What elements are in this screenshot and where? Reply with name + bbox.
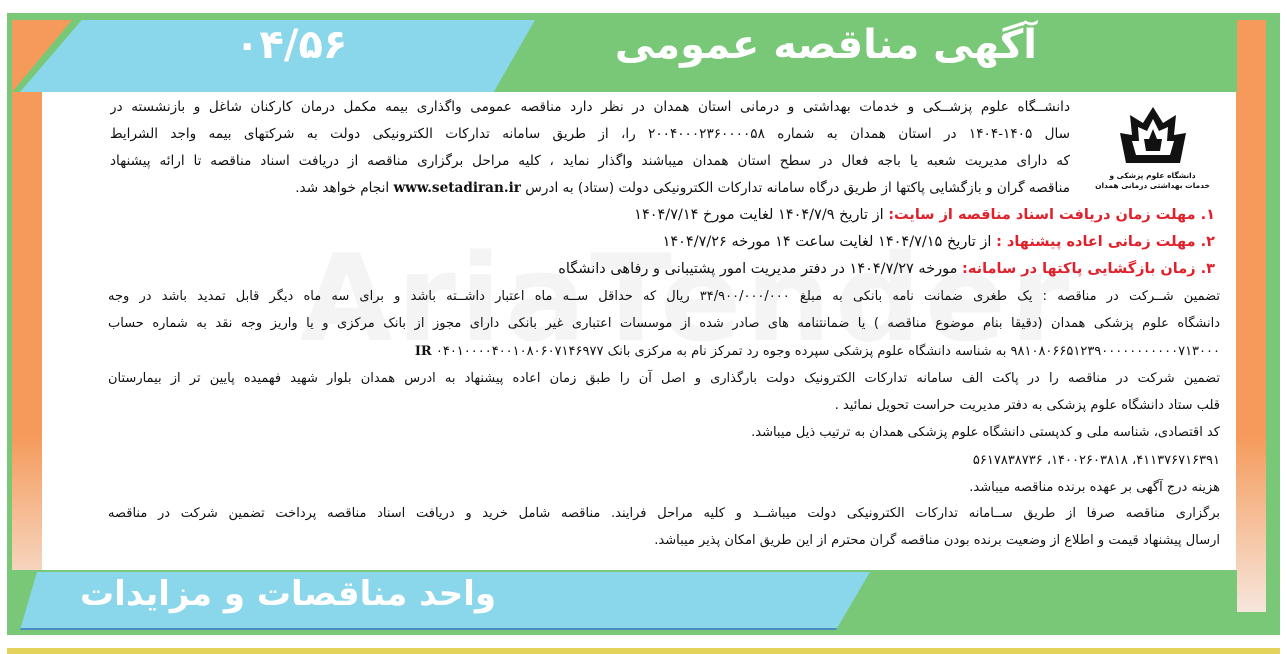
intro-line-4-end: انجام خواهد شد. bbox=[295, 180, 390, 196]
deadline-text-2: از تاریخ ۱۴۰۴/۷/۱۵ لغایت ساعت ۱۴ مورخه ۱۴۰۴/۷/۲۶ bbox=[662, 234, 992, 250]
university-emblem-icon bbox=[1118, 105, 1188, 167]
website-link[interactable]: www.setadiran.ir bbox=[393, 180, 521, 196]
notice-number: ۰۴/۵۶ bbox=[235, 22, 348, 68]
fee-note: هزینه درج آگهی بر عهده برنده مناقصه میباشد. bbox=[969, 480, 1220, 495]
deadline-label-3: ۳. زمان بازگشایی پاکتها در سامانه: bbox=[962, 261, 1215, 277]
intro-line-4 bbox=[295, 178, 1070, 198]
notice-title: آگهی مناقصه عمومی bbox=[614, 22, 1037, 68]
codes-intro: کد اقتصادی، شناسه ملی و کدپستی دانشگاه علوم پزشکی همدان به ترتیب ذیل میباشد. bbox=[751, 425, 1220, 440]
codes-values: ۴۱۱۳۷۶۷۱۶۳۹۱، ۱۴۰۰۲۶۰۳۸۱۸، ۵۶۱۷۸۳۸۷۳۶ bbox=[972, 453, 1220, 468]
logo-caption-2: خدمات بهداشتی درمانی همدان bbox=[1095, 181, 1210, 190]
intro-line-2: سال ۱۴۰۵-۱۴۰۴ در استان همدان به شماره ۲۰۰۴۰۰۰۲۳۶۰۰۰۰۵۸ را، از طریق سامانه تدارکات الکترونیکی دولت به شرکتهای بیمه واجد الشرایط bbox=[110, 126, 1070, 142]
delivery-line-1: تضمین شرکت در مناقصه را در پاکت الف سامانه تدارکات الکترونیک دولت بارگذاری و اصل آن را طبق زمان اعاده پیشنهاد به ادرس همدان بلوار شهید فهمیده پایین تر از بیمارستان bbox=[108, 371, 1220, 386]
university-logo bbox=[1085, 105, 1220, 200]
logo-caption-1: دانشگاه علوم پزشکی و bbox=[1109, 171, 1196, 180]
intro-line-3: که دارای مدیریت شعبه یا باجه فعال در سطح استان همدان میباشند واگذار نماید ، کلیه مراحل برگزاری مناقصه از دریافت اسناد مناقصه تا ارائه پیشنهاد bbox=[110, 153, 1070, 169]
closing-line-2: ارسال پیشنهاد قیمت و اطلاع از وضعیت برنده بودن مناقصه گران محترم از این طریق امکان پذیر میباشد. bbox=[654, 533, 1220, 548]
deadline-item-2 bbox=[663, 232, 1215, 252]
guarantee-line-1: تضمین شــرکت در مناقصه : یک طغری ضمانت نامه بانکی به مبلغ ۳۴/۹۰۰/۰۰۰/۰۰۰ ریال که حداقل ســه ماه اعتبار داشــته باشد و برای سه ماه دیگر قابل تمدید باشد در وجه bbox=[108, 289, 1220, 304]
footer-unit-name: واحد مناقصات و مزایدات bbox=[80, 574, 497, 614]
deadline-item-3 bbox=[558, 259, 1215, 279]
account-line bbox=[415, 342, 1220, 362]
deadline-label-1: ۱. مهلت زمان دریافت اسناد مناقصه از سایت: bbox=[888, 207, 1215, 223]
right-border-strip bbox=[1236, 20, 1266, 612]
closing-line-1: برگزاری مناقصه صرفا از طریق ســامانه تدارکات الکترونیکی دولت میباشــد و کلیه مراحل فرایند. مناقصه شامل خرید و دریافت اسناد مناقصه پرداخت تضمین شرکت در مناقصه bbox=[108, 506, 1220, 521]
iban-number: ۰۴۰۱۰۰۰۰۴۰۰۱۰۸۰۶۰۷۱۴۶۹۷۷ bbox=[435, 344, 604, 359]
intro-line-1: دانشــگاه علوم پزشــکی و خدمات بهداشتی و درمانی استان همدان در نظر دارد مناقصه عمومی واگذاری بیمه مکمل درمان کارکنان شاغل و بازنشسته در bbox=[110, 99, 1070, 115]
bottom-rule bbox=[7, 648, 1280, 654]
intro-line-4-text: مناقصه گران و بازگشایی پاکتها از طریق درگاه سامانه تدارکات الکترونیکی دولت (ستاد) به ادرس bbox=[525, 180, 1070, 196]
left-border-strip bbox=[12, 20, 42, 612]
guarantee-line-2: دانشگاه علوم پزشکی همدان (دقیقا بنام موضوع مناقصه ) یا ضمانتنامه های صادر شده از موسسات اعتباری غیر بانکی دارای مجوز از بانک مرکزی و یا واریز وجه نقد به شماره حساب bbox=[108, 316, 1220, 331]
deadline-text-3: مورخه ۱۴۰۴/۷/۲۷ در دفتر مدیریت امور پشتیبانی و رفاهی دانشگاه bbox=[558, 261, 958, 277]
delivery-line-2: قلب ستاد دانشگاه علوم پزشکی به دفتر مدیریت حراست تحویل نمائید . bbox=[834, 398, 1220, 413]
deadline-text-1: از تاریخ ۱۴۰۴/۷/۹ لغایت مورخ ۱۴۰۴/۷/۱۴ bbox=[634, 207, 884, 223]
deadline-item-1 bbox=[634, 205, 1215, 225]
iban-prefix: IR bbox=[414, 344, 432, 359]
deadline-label-2: ۲. مهلت زمانی اعاده پیشنهاد : bbox=[996, 234, 1215, 250]
account-text: ۹۸۱۰۸۰۶۶۵۱۲۳۹۰۰۰۰۰۰۰۰۰۰۰۷۱۳۰۰۰ به شناسه دانشگاه علوم پزشکی سپرده وجوه رد تمرکز نام به مرکزی بانک bbox=[607, 344, 1220, 359]
